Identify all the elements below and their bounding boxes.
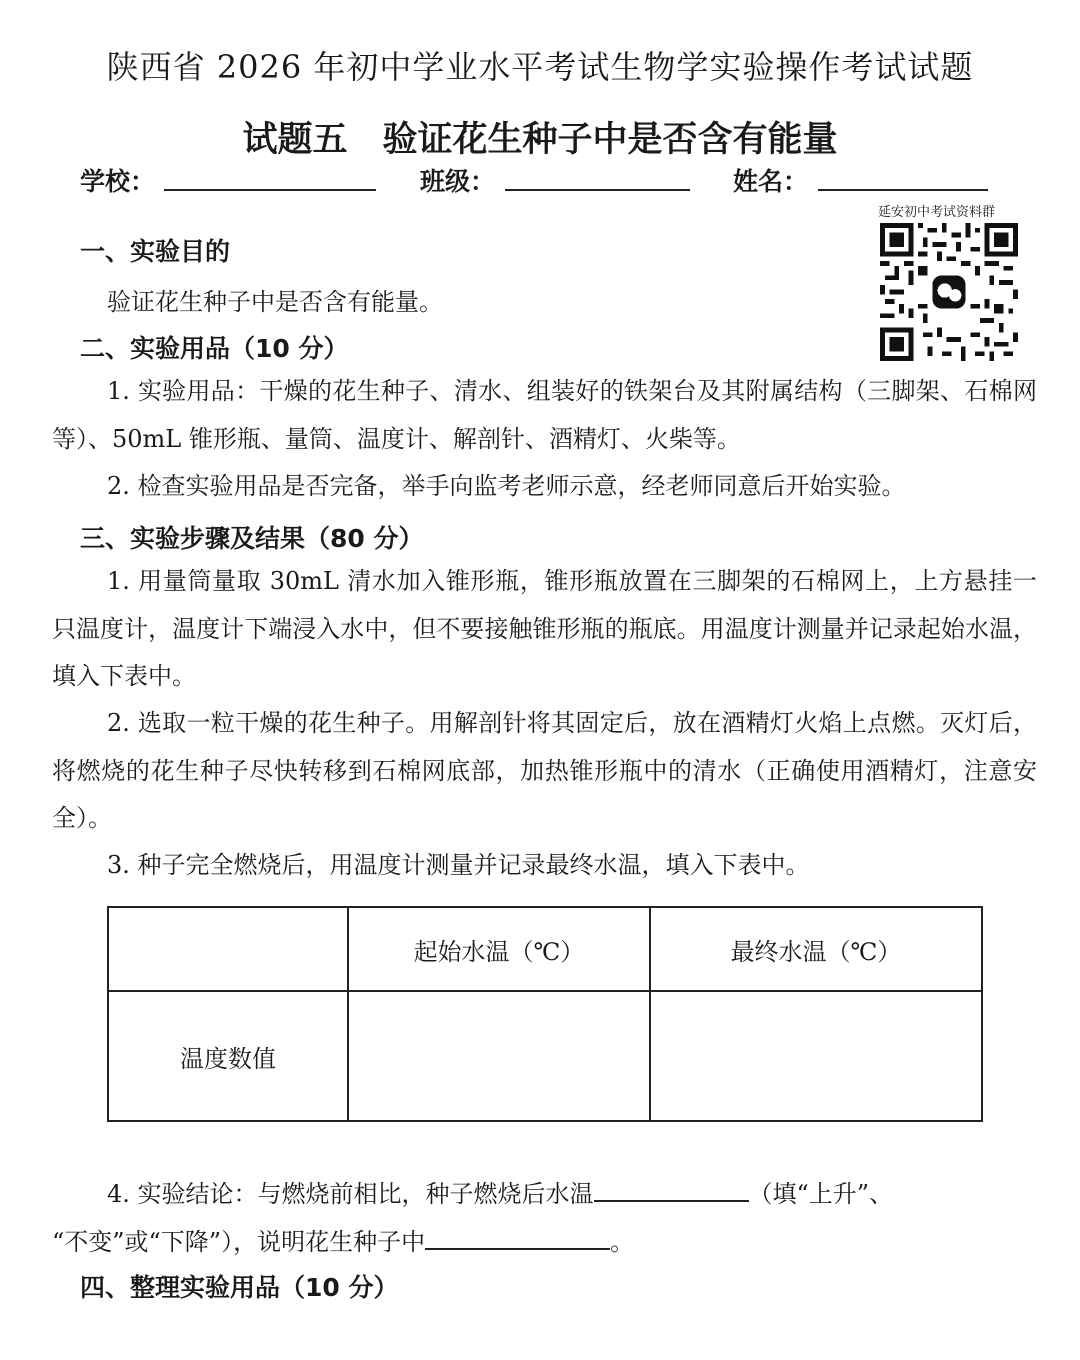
conclusion-text-a: 4. 实验结论：与燃烧前相比，种子燃烧后水温 <box>107 1180 594 1208</box>
energy-conclusion-blank[interactable] <box>425 1226 610 1250</box>
water-temp-change-blank[interactable] <box>594 1178 749 1202</box>
temp-value-label: 温度数值 <box>108 991 348 1121</box>
section-3-step-3: 3. 种子完全燃烧后，用温度计测量并记录最终水温，填入下表中。 <box>107 851 810 879</box>
qr-code-icon <box>880 223 1018 361</box>
school-blank[interactable] <box>164 189 376 191</box>
question-title: 试题五 验证花生种子中是否含有能量 <box>242 120 838 160</box>
qr-caption: 延安初中考试资料群 <box>878 205 996 220</box>
class-blank[interactable] <box>505 189 690 191</box>
section-3-heading: 三、实验步骤及结果（80 分） <box>80 524 424 553</box>
conclusion-text-c: “不变”或“下降”），说明花生种子中 <box>52 1228 426 1256</box>
school-label: 学校： <box>80 167 156 196</box>
section-3-step-2: 2. 选取一粒干燥的花生种子。用解剖针将其固定后，放在酒精灯火焰上点燃。灭灯后，将燃烧的花生种子尽快转移到石棉网底部，加热锥形瓶中的清水（正确使用酒精灯，注意安全）。 <box>52 709 1037 832</box>
section-2-heading: 二、实验用品（10 分） <box>80 334 349 363</box>
start-temp-header: 起始水温（℃） <box>348 907 650 991</box>
section-1-text: 验证花生种子中是否含有能量。 <box>107 288 443 316</box>
conclusion-text-d: 。 <box>610 1228 635 1256</box>
class-label: 班级： <box>420 167 496 196</box>
section-4-heading: 四、整理实验用品（10 分） <box>80 1273 399 1302</box>
start-temp-cell[interactable] <box>348 991 650 1121</box>
conclusion-text-b: （填“上升”、 <box>748 1180 894 1208</box>
table-corner-cell <box>108 907 348 991</box>
section-3-step-1: 1. 用量筒量取 30mL 清水加入锥形瓶，锥形瓶放置在三脚架的石棉网上，上方悬挂一只温度计，温度计下端浸入水中，但不要接触锥形瓶的瓶底。用温度计测量并记录起始水温，填入下表中。 <box>52 567 1037 690</box>
temperature-table <box>107 906 983 1122</box>
end-temp-header: 最终水温（℃） <box>650 907 982 991</box>
section-2-item-2: 2. 检查实验用品是否完备，举手向监考老师示意，经老师同意后开始实验。 <box>107 472 906 500</box>
conclusion-line-1 <box>107 1174 893 1209</box>
name-blank[interactable] <box>818 189 988 191</box>
section-2-item-1: 1. 实验用品：干燥的花生种子、清水、组装好的铁架台及其附属结构（三脚架、石棉网等）、50mL 锥形瓶、量筒、温度计、解剖针、酒精灯、火柴等。 <box>52 377 1037 453</box>
conclusion-line-2 <box>52 1222 634 1257</box>
exam-title: 陕西省 2026 年初中学业水平考试生物学实验操作考试试题 <box>106 48 974 86</box>
end-temp-cell[interactable] <box>650 991 982 1121</box>
section-1-heading: 一、实验目的 <box>80 237 231 266</box>
name-label: 姓名： <box>733 167 809 196</box>
